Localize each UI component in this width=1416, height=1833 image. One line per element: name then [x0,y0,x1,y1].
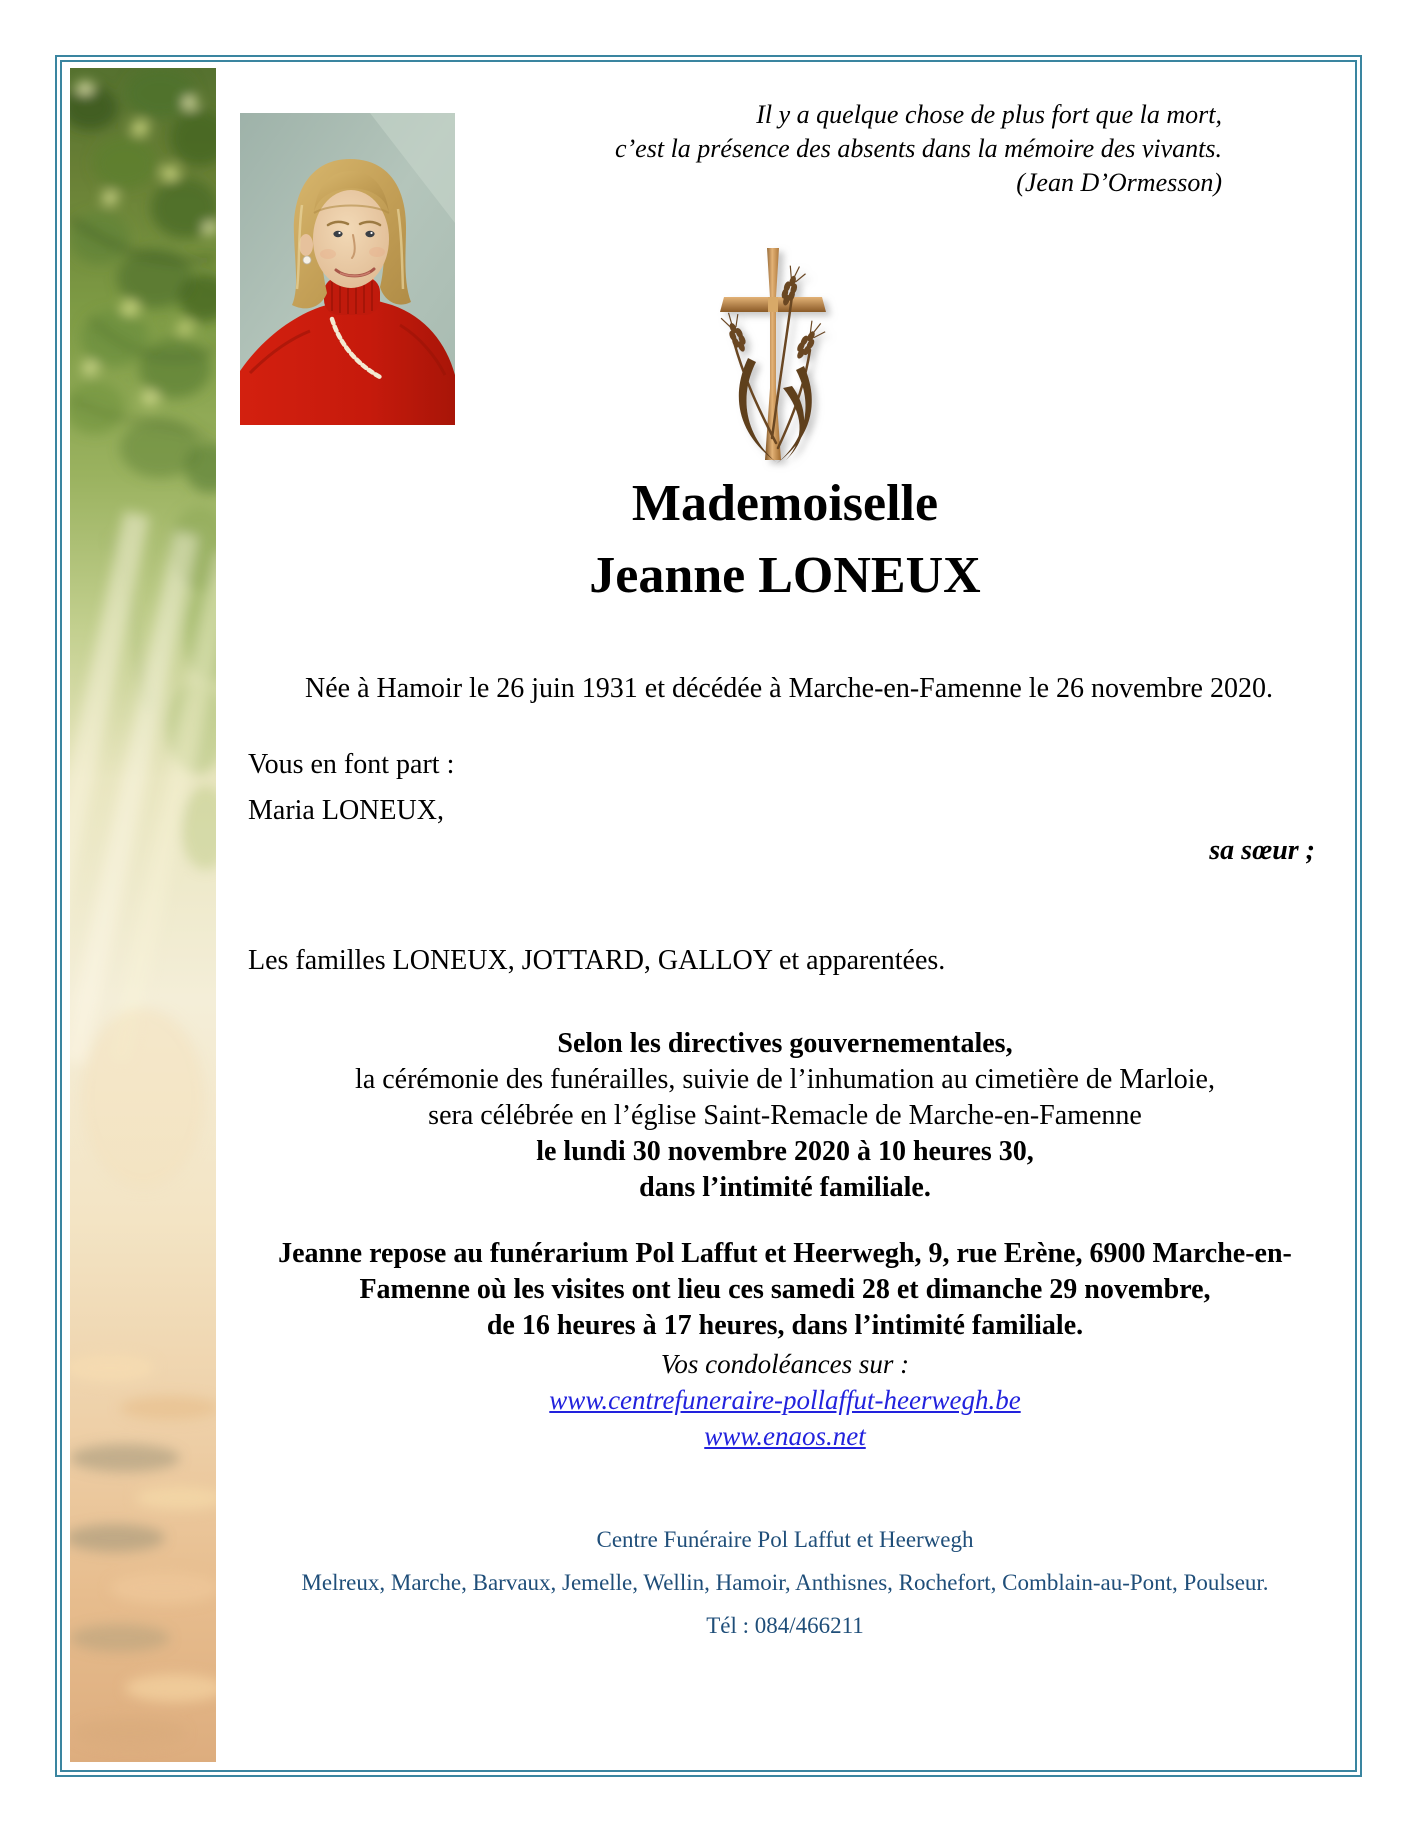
funeral-home-locations: Melreux, Marche, Barvaux, Jemelle, Wellin, Hamoir, Anthisnes, Rochefort, Comblain-au-Pont, Poulseur. [301,1570,1269,1595]
portrait-of-deceased [240,113,455,425]
funeral-home-footer [220,1518,1350,1647]
deceased-name-title [220,468,1350,612]
condolences-link-funeral-home[interactable]: www.centrefuneraire-pollaffut-heerwegh.be [549,1385,1021,1415]
announcement-intro: Vous en font part : [248,749,455,780]
title-name: Jeanne LONEUX [589,547,981,604]
condolences-section [220,1346,1350,1454]
memorial-quote [615,98,1222,200]
quote-line-2: c’est la présence des absents dans la mémoire des vivants. [614,134,1222,163]
condolences-label: Vos condoléances sur : [660,1349,910,1379]
ceremony-inhumation-line: la cérémonie des funérailles, suivie de l’inhumation au cimetière de Marloie, [355,1064,1215,1095]
ceremony-directives-line: Selon les directives gouvernementales, [557,1028,1013,1059]
visitation-line-3: de 16 heures à 17 heures, dans l’intimité familiale. [486,1310,1084,1341]
ceremony-church-line: sera célébrée en l’église Saint-Remacle de Marche-en-Famenne [428,1100,1142,1131]
quote-line-1: Il y a quelque chose de plus fort que la mort, [756,100,1222,129]
announcement-relative: Maria LONEUX, [248,795,444,826]
announcement-families: Les familles LONEUX, JOTTARD, GALLOY et apparentées. [248,945,946,976]
forest-path-photo [70,68,216,1762]
announcement-relation: sa sœur ; [1209,835,1315,866]
ceremony-privacy-line: dans l’intimité familiale. [639,1172,931,1203]
birth-death-line: Née à Hamoir le 26 juin 1931 et décédée à Marche-en-Famenne le 26 novembre 2020. [305,673,1273,704]
visitation-line-1: Jeanne repose au funérarium Pol Laffut et Heerwegh, 9, rue Erène, 6900 Marche-en- [278,1238,1292,1269]
funeral-home-name: Centre Funéraire Pol Laffut et Heerwegh [596,1527,974,1552]
title-salutation: Mademoiselle [631,475,939,532]
visitation-details [220,1236,1350,1344]
funeral-home-phone: Tél : 084/466211 [706,1613,864,1638]
ceremony-date-line: le lundi 30 novembre 2020 à 10 heures 30, [536,1136,1034,1167]
bronze-cross-with-wheat-image [688,238,858,473]
visitation-line-2: Famenne où les visites ont lieu ces samedi 28 et dimanche 29 novembre, [359,1274,1211,1305]
condolences-link-enaos[interactable]: www.enaos.net [704,1421,866,1451]
ceremony-details [220,1026,1350,1206]
quote-attribution: (Jean D’Ormesson) [1016,168,1222,197]
